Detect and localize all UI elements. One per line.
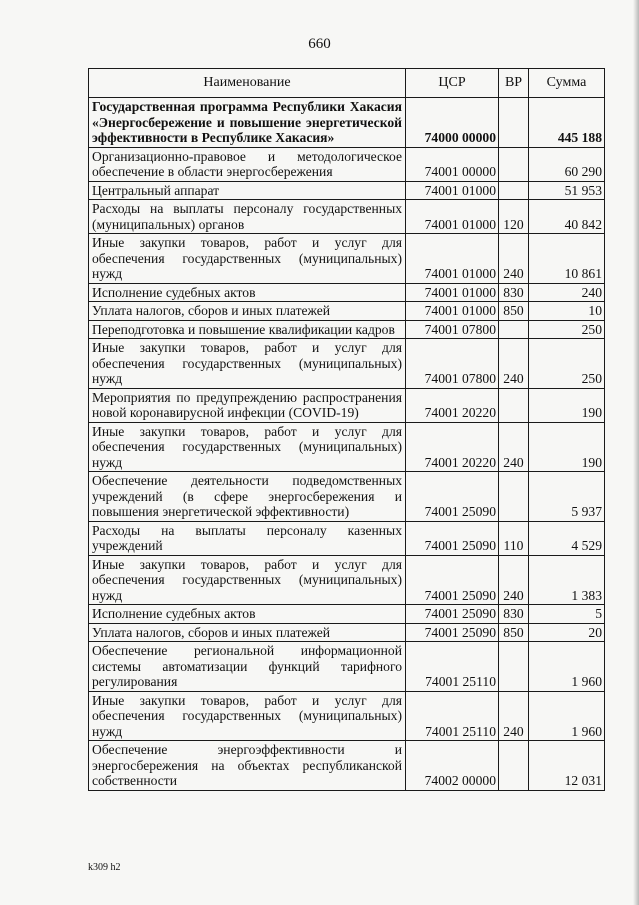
row-csr: 74000 00000 [406,98,499,148]
row-csr: 74001 20220 [406,388,499,422]
row-sum: 5 937 [529,472,605,522]
row-name: Иные закупки товаров, работ и услуг для обеспечения государственных (муниципальных) нужд [89,691,406,741]
row-csr: 74001 00000 [406,147,499,181]
row-csr: 74001 01000 [406,283,499,302]
row-vr [499,320,529,339]
budget-table [88,68,605,791]
table-row [89,234,605,284]
row-vr [499,181,529,200]
footer-code: k309 h2 [88,862,121,873]
row-vr: 830 [499,605,529,624]
row-sum: 51 953 [529,181,605,200]
table-row [89,283,605,302]
table-row [89,339,605,389]
row-csr: 74001 25090 [406,623,499,642]
table-row [89,555,605,605]
row-vr [499,388,529,422]
row-name: Расходы на выплаты персоналу государственных (муниципальных) органов [89,200,406,234]
table-row [89,320,605,339]
row-sum: 250 [529,339,605,389]
table-row [89,200,605,234]
row-csr: 74001 01000 [406,302,499,321]
header-csr: ЦСР [406,69,499,98]
row-vr: 850 [499,623,529,642]
row-vr [499,147,529,181]
row-sum: 250 [529,320,605,339]
row-name: Иные закупки товаров, работ и услуг для обеспечения государственных (муниципальных) нужд [89,422,406,472]
table-row [89,181,605,200]
row-sum: 445 188 [529,98,605,148]
row-name: Обеспечение энергоэффективности и энергосбережения на объектах республиканской собственности [89,741,406,791]
row-sum: 190 [529,422,605,472]
row-name: Обеспечение региональной информационной системы автоматизации функций тарифного регулирования [89,642,406,692]
row-vr [499,642,529,692]
header-vr: ВР [499,69,529,98]
table-row [89,605,605,624]
row-vr: 850 [499,302,529,321]
row-csr: 74001 01000 [406,234,499,284]
row-sum: 10 [529,302,605,321]
row-vr [499,741,529,791]
row-sum: 20 [529,623,605,642]
row-vr [499,98,529,148]
row-csr: 74001 07800 [406,320,499,339]
row-name: Мероприятия по предупреждению распространения новой коронавирусной инфекции (COVID-19) [89,388,406,422]
row-sum: 40 842 [529,200,605,234]
row-csr: 74001 25090 [406,605,499,624]
row-sum: 12 031 [529,741,605,791]
page-number: 660 [308,36,331,52]
table-row [89,472,605,522]
table-row [89,98,605,148]
row-name: Исполнение судебных актов [89,605,406,624]
row-csr: 74001 01000 [406,181,499,200]
row-name: Обеспечение деятельности подведомственных учреждений (в сфере энергосбережения и повышения энергетической эффективности) [89,472,406,522]
row-csr: 74002 00000 [406,741,499,791]
table-row [89,623,605,642]
row-vr: 830 [499,283,529,302]
row-name: Организационно-правовое и методологическое обеспечение в области энергосбережения [89,147,406,181]
row-csr: 74001 25110 [406,691,499,741]
row-vr: 110 [499,521,529,555]
row-name: Переподготовка и повышение квалификации кадров [89,320,406,339]
row-name: Расходы на выплаты персоналу казенных учреждений [89,521,406,555]
row-name: Государственная программа Республики Хакасия «Энергосбережение и повышение энергетической эффективности в Республике Хакасия» [89,98,406,148]
row-vr: 120 [499,200,529,234]
row-csr: 74001 25090 [406,555,499,605]
row-name: Центральный аппарат [89,181,406,200]
row-csr: 74001 07800 [406,339,499,389]
row-name: Уплата налогов, сборов и иных платежей [89,302,406,321]
row-sum: 240 [529,283,605,302]
row-name: Исполнение судебных актов [89,283,406,302]
table-row [89,388,605,422]
row-vr: 240 [499,555,529,605]
row-sum: 1 383 [529,555,605,605]
row-vr: 240 [499,234,529,284]
scan-shadow [633,0,639,905]
row-vr [499,472,529,522]
row-sum: 10 861 [529,234,605,284]
row-vr: 240 [499,422,529,472]
row-vr: 240 [499,339,529,389]
row-sum: 190 [529,388,605,422]
row-sum: 60 290 [529,147,605,181]
row-sum: 5 [529,605,605,624]
row-vr: 240 [499,691,529,741]
row-sum: 1 960 [529,691,605,741]
header-name: Наименование [89,69,406,98]
row-csr: 74001 01000 [406,200,499,234]
row-sum: 4 529 [529,521,605,555]
row-name: Уплата налогов, сборов и иных платежей [89,623,406,642]
table-row [89,147,605,181]
row-csr: 74001 25110 [406,642,499,692]
table-row [89,422,605,472]
table-row [89,642,605,692]
row-csr: 74001 25090 [406,521,499,555]
row-csr: 74001 20220 [406,422,499,472]
table-header-row [89,69,605,98]
table-row [89,741,605,791]
row-name: Иные закупки товаров, работ и услуг для обеспечения государственных (муниципальных) нужд [89,555,406,605]
row-sum: 1 960 [529,642,605,692]
row-name: Иные закупки товаров, работ и услуг для обеспечения государственных (муниципальных) нужд [89,339,406,389]
table-row [89,521,605,555]
row-name: Иные закупки товаров, работ и услуг для обеспечения государственных (муниципальных) нужд [89,234,406,284]
header-sum: Сумма [529,69,605,98]
row-csr: 74001 25090 [406,472,499,522]
table-row [89,302,605,321]
table-row [89,691,605,741]
